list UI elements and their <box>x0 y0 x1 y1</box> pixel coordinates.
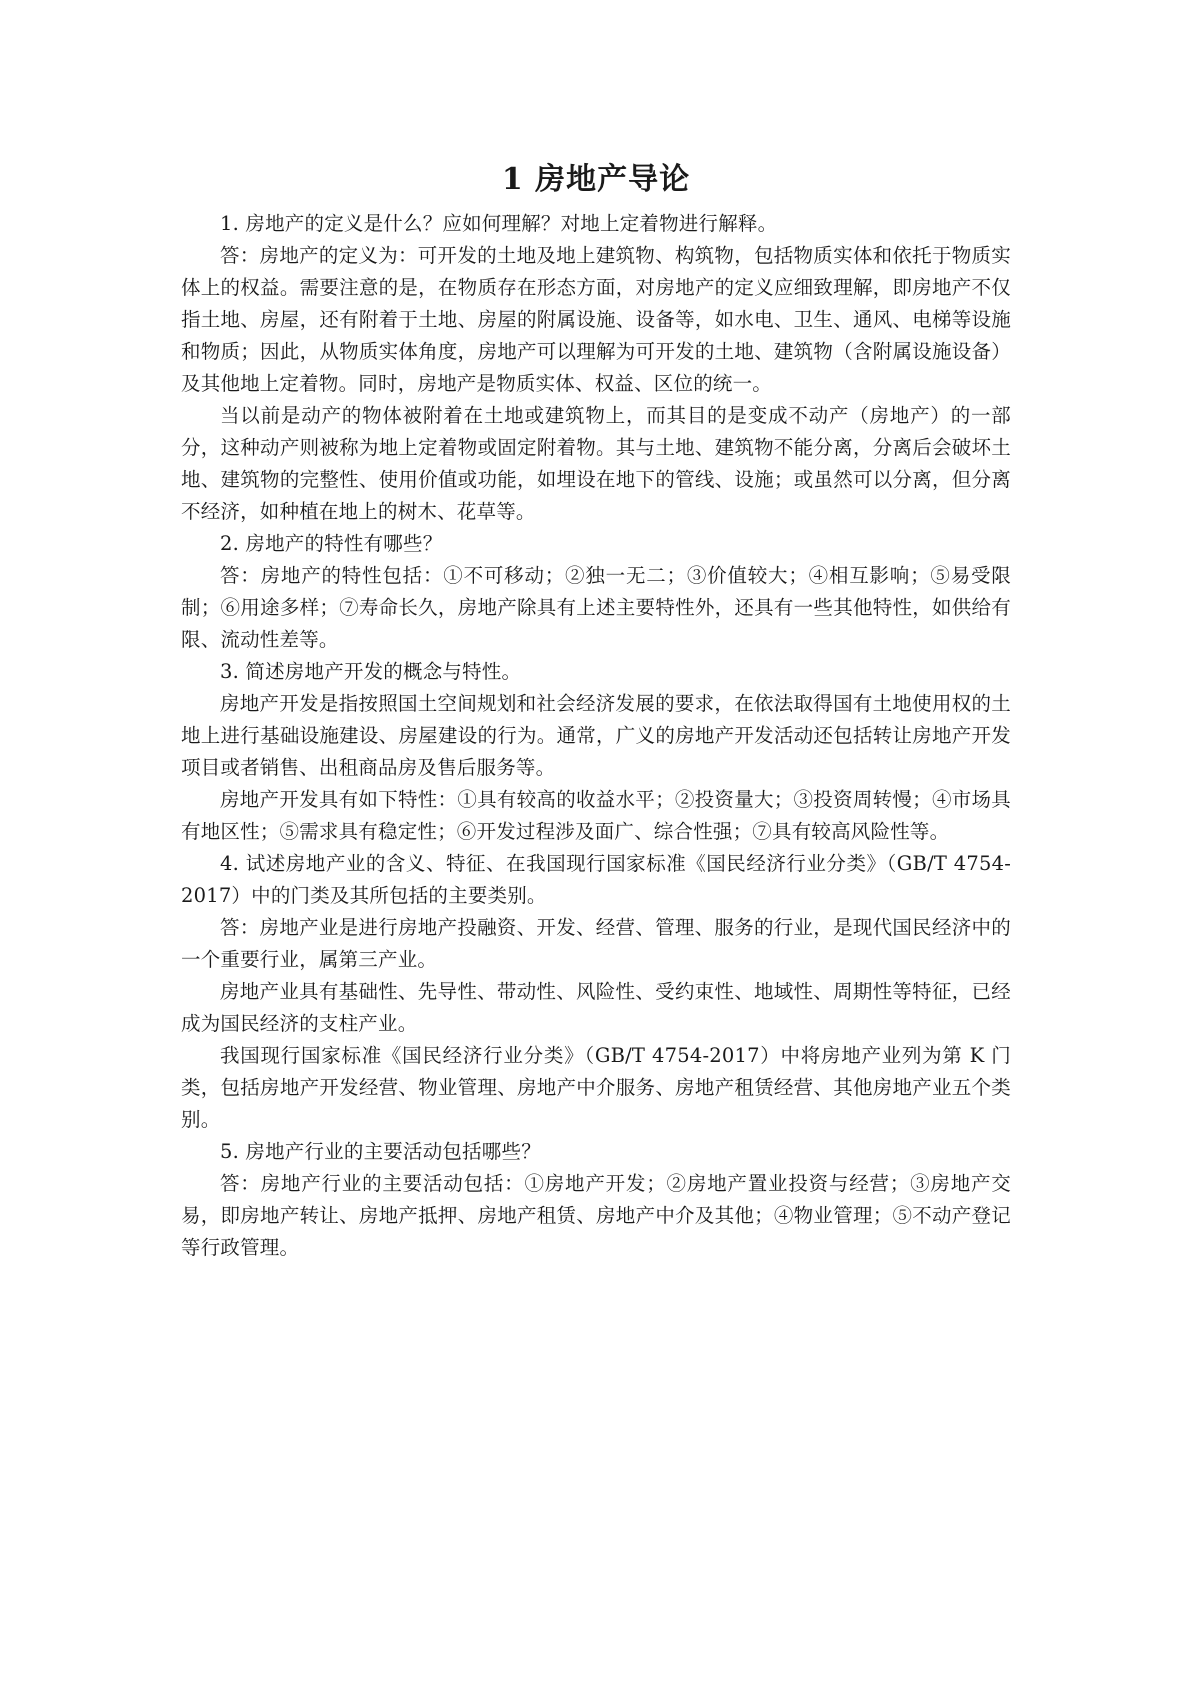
answer-4-features: 房地产业具有基础性、先导性、带动性、风险性、受约束性、地域性、周期性等特征，已经成为国民经济的支柱产业。 <box>181 980 1011 1035</box>
answer-1-definition: 答：房地产的定义为：可开发的土地及地上建筑物、构筑物，包括物质实体和依托于物质实体上的权益。需要注意的是，在物质存在形态方面，对房地产的定义应细致理解，即房地产不仅指土地、房屋，还有附着于土地、房屋的附属设施、设备等，如水电、卫生、通风、电梯等设施和物质；因此，从物质实体角度，房地产可以理解为可开发的土地、建筑物（含附属设施设备）及其他地上定着物。同时，房地产是物质实体、权益、区位的统一。 <box>181 244 1011 395</box>
answer-1-fixtures: 当以前是动产的物体被附着在土地或建筑物上，而其目的是变成不动产（房地产）的一部分，这种动产则被称为地上定着物或固定附着物。其与土地、建筑物不能分离，分离后会破坏土地、建筑物的完整性、使用价值或功能，如埋设在地下的管线、设施；或虽然可以分离，但分离不经济，如种植在地上的树木、花草等。 <box>181 404 1011 523</box>
answer-3-features: 房地产开发具有如下特性：①具有较高的收益水平；②投资量大；③投资周转慢；④市场具有地区性；⑤需求具有稳定性；⑥开发过程涉及面广、综合性强；⑦具有较高风险性等。 <box>181 788 1011 843</box>
answer-2: 答：房地产的特性包括：①不可移动；②独一无二；③价值较大；④相互影响；⑤易受限制；⑥用途多样；⑦寿命长久，房地产除具有上述主要特性外，还具有一些其他特性，如供给有限、流动性差等。 <box>181 564 1011 651</box>
question-4: 4. 试述房地产业的含义、特征、在我国现行国家标准《国民经济行业分类》（GB/T 4754-2017）中的门类及其所包括的主要类别。 <box>181 852 1011 907</box>
answer-4-classification: 我国现行国家标准《国民经济行业分类》（GB/T 4754-2017）中将房地产业列为第 K 门类，包括房地产开发经营、物业管理、房地产中介服务、房地产租赁经营、其他房地产业五个类别。 <box>181 1044 1011 1131</box>
question-3: 3. 简述房地产开发的概念与特性。 <box>220 660 522 683</box>
chapter-title: 1 房地产导论 <box>501 162 691 197</box>
answer-5: 答：房地产行业的主要活动包括：①房地产开发；②房地产置业投资与经营；③房地产交易，即房地产转让、房地产抵押、房地产租赁、房地产中介及其他；④物业管理；⑤不动产登记等行政管理。 <box>181 1172 1011 1259</box>
question-5: 5. 房地产行业的主要活动包括哪些？ <box>220 1140 541 1163</box>
document-page <box>181 150 1011 1264</box>
answer-4-meaning: 答：房地产业是进行房地产投融资、开发、经营、管理、服务的行业，是现代国民经济中的一个重要行业，属第三产业。 <box>181 916 1011 971</box>
answer-3-concept: 房地产开发是指按照国土空间规划和社会经济发展的要求，在依法取得国有土地使用权的土地上进行基础设施建设、房屋建设的行为。通常，广义的房地产开发活动还包括转让房地产开发项目或者销售、出租商品房及售后服务等。 <box>181 692 1011 779</box>
question-1: 1. 房地产的定义是什么？应如何理解？对地上定着物进行解释。 <box>220 212 778 235</box>
question-2: 2. 房地产的特性有哪些？ <box>220 532 443 555</box>
document-body <box>181 208 1011 1264</box>
